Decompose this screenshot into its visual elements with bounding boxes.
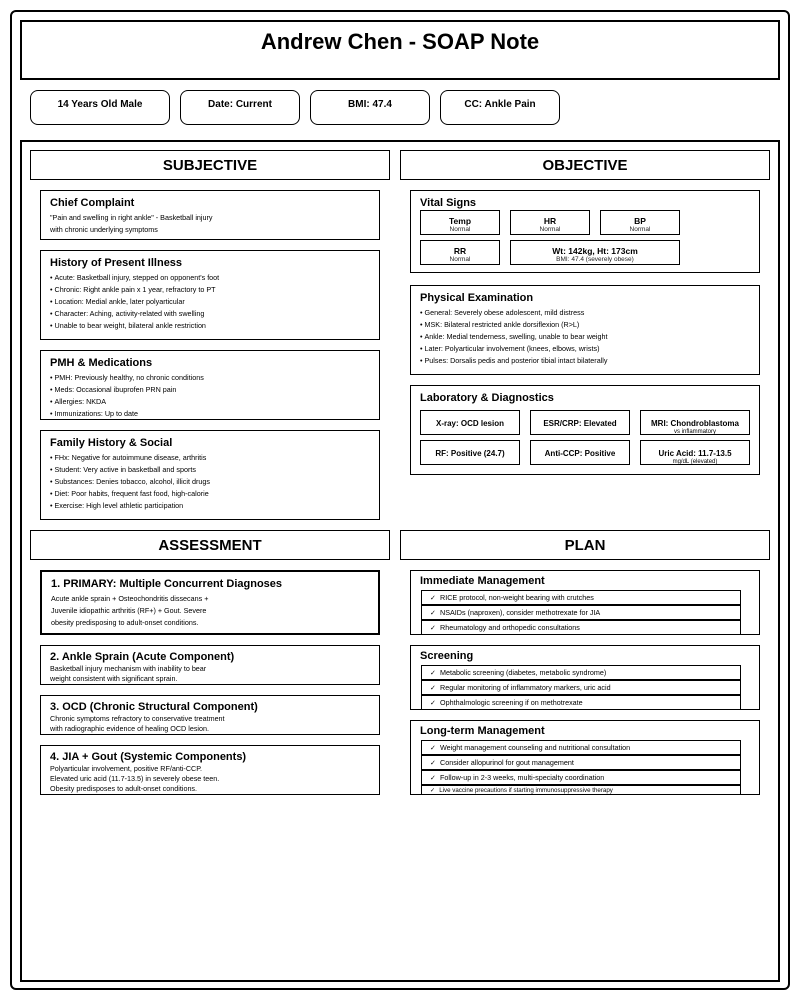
check-icon: ✓ [430, 608, 437, 617]
assessment-jia-gout-title: 4. JIA + Gout (Systemic Components) [50, 751, 247, 763]
assessment-primary-title: 1. PRIMARY: Multiple Concurrent Diagnoses [51, 578, 283, 590]
pmh-title: PMH & Medications [50, 357, 153, 369]
lab-uric-acid-sub: mg/dL (elevated) [672, 459, 718, 465]
assessment-line: Basketball injury mechanism with inability to bear [50, 664, 207, 673]
lab-xray-label: X-ray: OCD lesion [435, 419, 504, 428]
assessment-line: Obesity predisposes to adult-onset conditions. [50, 784, 198, 793]
labs-title: Laboratory & Diagnostics [420, 392, 554, 404]
plan-item-text: Weight management counseling and nutritional consultation [440, 743, 631, 752]
lab-esr-crp [530, 410, 630, 435]
vital-hr-label: HR [543, 216, 557, 226]
assessment-line: Chronic symptoms refractory to conservative treatment [50, 714, 225, 723]
assessment-line: with radiographic evidence of healing OCD lesion. [50, 724, 210, 733]
vital-temp-label: Temp [448, 216, 472, 226]
chief-complaint-badge: CC: Ankle Pain [440, 90, 560, 125]
vital-rr [420, 240, 500, 265]
plan-item [421, 785, 741, 795]
plan-item [421, 770, 741, 785]
check-icon: ✓ [430, 787, 436, 794]
chief-complaint-line: with chronic underlying symptoms [50, 225, 158, 234]
vital-hr [510, 210, 590, 235]
plan-item-text: Consider allopurinol for gout management [440, 758, 574, 767]
assessment-primary-card [40, 570, 380, 635]
check-icon: ✓ [430, 683, 437, 692]
assessment-line: Juvenile idiopathic arthritis (RF+) + Gout. Severe [51, 606, 207, 615]
lab-rf [420, 440, 520, 465]
assessment-jia-gout-card [40, 745, 380, 795]
pmh-item: • Meds: Occasional ibuprofen PRN pain [50, 384, 370, 396]
hpi-item: • Location: Medial ankle, later polyarticular [50, 296, 370, 308]
family-social-item: • Diet: Poor habits, frequent fast food, high-calorie [50, 488, 370, 500]
plan-item-text: Follow-up in 2-3 weeks, multi-specialty coordination [440, 773, 605, 782]
vital-bp-value: Normal [629, 226, 651, 233]
plan-item-text: Rheumatology and orthopedic consultations [440, 623, 580, 632]
lab-mri-sub: vs inflammatory [673, 429, 716, 435]
assessment-line: obesity predisposing to adult-onset conditions. [51, 618, 199, 627]
lab-anti-ccp [530, 440, 630, 465]
plan-item [421, 740, 741, 755]
objective-header: OBJECTIVE [400, 150, 770, 180]
hpi-item: • Unable to bear weight, bilateral ankle restriction [50, 320, 370, 332]
plan-immediate-title: Immediate Management [420, 575, 545, 587]
lab-esr-crp-label: ESR/CRP: Elevated [543, 419, 617, 428]
chief-complaint-title: Chief Complaint [50, 197, 135, 209]
vital-temp-value: Normal [449, 226, 471, 233]
hpi-item: • Character: Aching, activity-related with swelling [50, 308, 370, 320]
vital-bp-label: BP [634, 216, 646, 226]
plan-longterm-card [410, 720, 760, 795]
plan-item-text: NSAIDs (naproxen), consider methotrexate for JIA [440, 608, 601, 617]
assessment-line: Elevated uric acid (11.7-13.5) in severely obese teen. [50, 774, 220, 783]
plan-header: PLAN [400, 530, 770, 560]
lab-mri-label: MRI: Chondroblastoma [651, 419, 739, 428]
family-social-item: • Student: Very active in basketball and sports [50, 464, 370, 476]
plan-item-text: RICE protocol, non-weight bearing with crutches [440, 593, 594, 602]
bmi-badge: BMI: 47.4 [310, 90, 430, 125]
physical-exam-card [410, 285, 760, 375]
plan-screening-title: Screening [420, 650, 474, 662]
lab-uric-acid [640, 440, 750, 465]
hpi-item: • Chronic: Right ankle pain x 1 year, refractory to PT [50, 284, 370, 296]
plan-item-text: Regular monitoring of inflammatory markers, uric acid [440, 683, 611, 692]
check-icon: ✓ [430, 623, 437, 632]
patient-age-badge: 14 Years Old Male [30, 90, 170, 125]
date-badge: Date: Current [180, 90, 300, 125]
vital-hr-value: Normal [539, 226, 561, 233]
physical-exam-item: • Ankle: Medial tenderness, swelling, unable to bear weight [420, 331, 750, 343]
family-social-item: • FHx: Negative for autoimmune disease, arthritis [50, 452, 370, 464]
pmh-item: • PMH: Previously healthy, no chronic conditions [50, 372, 370, 384]
vital-weight-height-label: Wt: 142kg, Ht: 173cm [552, 246, 638, 256]
lab-uric-acid-label: Uric Acid: 11.7-13.5 [658, 449, 732, 458]
family-social-title: Family History & Social [50, 437, 173, 449]
subjective-header: SUBJECTIVE [30, 150, 390, 180]
check-icon: ✓ [430, 698, 437, 707]
check-icon: ✓ [430, 668, 437, 677]
plan-item [421, 590, 741, 605]
plan-item [421, 755, 741, 770]
lab-anti-ccp-label: Anti-CCP: Positive [544, 449, 616, 458]
assessment-sprain-title: 2. Ankle Sprain (Acute Component) [50, 651, 235, 663]
plan-item [421, 605, 741, 620]
vital-signs-title: Vital Signs [420, 197, 477, 209]
assessment-ocd-title: 3. OCD (Chronic Structural Component) [50, 701, 258, 713]
plan-item-text: Live vaccine precautions if starting immunosuppressive therapy [439, 787, 613, 794]
plan-screening-card [410, 645, 760, 710]
vital-rr-value: Normal [449, 256, 471, 263]
assessment-sprain-card [40, 645, 380, 685]
vital-weight-height [510, 240, 680, 265]
plan-item [421, 680, 741, 695]
family-social-card [40, 430, 380, 520]
assessment-line: Polyarticular involvement, positive RF/anti-CCP. [50, 764, 203, 773]
physical-exam-item: • General: Severely obese adolescent, mild distress [420, 307, 750, 319]
physical-exam-title: Physical Examination [420, 292, 534, 304]
plan-item-text: Ophthalmologic screening if on methotrexate [440, 698, 583, 707]
vital-temp [420, 210, 500, 235]
physical-exam-item: • MSK: Bilateral restricted ankle dorsiflexion (R>L) [420, 319, 750, 331]
assessment-header: ASSESSMENT [30, 530, 390, 560]
lab-xray [420, 410, 520, 435]
plan-item [421, 665, 741, 680]
plan-item-text: Metabolic screening (diabetes, metabolic syndrome) [440, 668, 607, 677]
plan-item [421, 695, 741, 710]
family-social-item: • Exercise: High level athletic participation [50, 500, 370, 512]
physical-exam-item: • Later: Polyarticular involvement (knees, elbows, wrists) [420, 343, 750, 355]
pmh-item: • Immunizations: Up to date [50, 408, 370, 420]
page-title: Andrew Chen - SOAP Note [20, 20, 780, 80]
assessment-ocd-card [40, 695, 380, 735]
check-icon: ✓ [430, 773, 437, 782]
check-icon: ✓ [430, 743, 437, 752]
lab-mri [640, 410, 750, 435]
pmh-item: • Allergies: NKDA [50, 396, 370, 408]
chief-complaint-card [40, 190, 380, 240]
check-icon: ✓ [430, 758, 437, 767]
physical-exam-item: • Pulses: Dorsalis pedis and posterior tibial intact bilaterally [420, 355, 750, 367]
vital-bmi-value: BMI: 47.4 (severely obese) [556, 256, 634, 263]
hpi-title: History of Present Illness [50, 257, 183, 269]
assessment-line: Acute ankle sprain + Osteochondritis dissecans + [51, 594, 209, 603]
hpi-item: • Acute: Basketball injury, stepped on opponent's foot [50, 272, 370, 284]
chief-complaint-line: "Pain and swelling in right ankle" - Basketball injury [50, 213, 213, 222]
assessment-line: weight consistent with significant sprain. [50, 674, 178, 683]
family-social-item: • Substances: Denies tobacco, alcohol, illicit drugs [50, 476, 370, 488]
hpi-card [40, 250, 380, 340]
check-icon: ✓ [430, 593, 437, 602]
pmh-card [40, 350, 380, 420]
vital-bp [600, 210, 680, 235]
vital-rr-label: RR [453, 246, 467, 256]
lab-rf-label: RF: Positive (24.7) [435, 449, 505, 458]
plan-item [421, 620, 741, 635]
plan-immediate-card [410, 570, 760, 635]
plan-longterm-title: Long-term Management [420, 725, 545, 737]
